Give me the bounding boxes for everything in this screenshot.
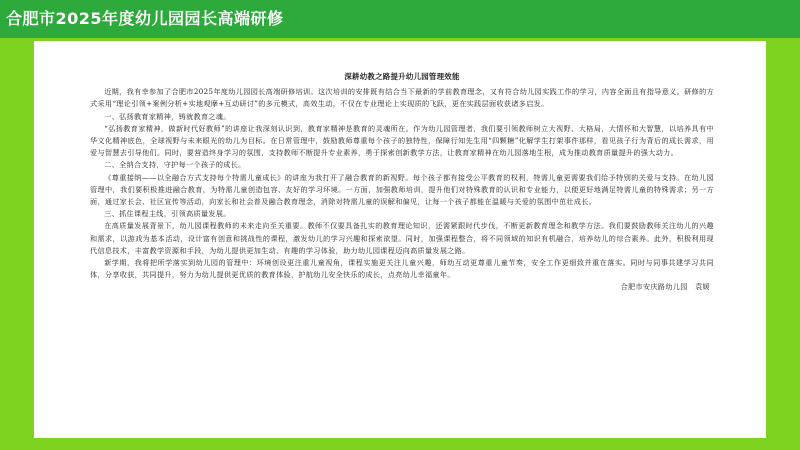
header-title: 合肥市2025年度幼儿园园长高端研修 (6, 9, 284, 28)
header-bar (0, 0, 800, 41)
section-paragraph-2: 《尊重接纳——以全融合方式支持每个特需儿童成长》的讲座为我打开了融合教育的新视野。每个孩子都有接受公平教育的权利，特需儿童更需要我们给予特别的关爱与支持。在幼儿园管理中，我们要积极推进融合教育，为特需儿童创造包容、友好的学习环境。一方面，加强教师培训，提升他们对特殊教育的认识和专业能力，以便更好地满足特需儿童的特殊需求；另一方面，通过家长会、社区宣传等活动，向家长和社会普及融合教育理念，消除对特需儿童的误解和偏见，让每一个孩子都能在温暖与关爱的氛围中茁壮成长。 (90, 172, 714, 207)
intro-paragraph: 近期，我有幸参加了合肥市2025年度幼儿园园长高端研修培训。这次培训的安排既有结合当下最新的学前教育理念，又有符合幼儿园实践工作的学习，内容全面且有指导意义。研修的方式采用“理论引领+案例分析+实地观摩+互动研讨”的多元模式，高效生动，不仅在专业理论上实现质的飞跃，更在实践层面收获诸多启发。 (90, 87, 714, 109)
signature: 合肥市安庆路幼儿园 袁媛 (620, 282, 710, 292)
section-paragraph-3: 在高质量发展背景下，幼儿园课程教师的未来走向至关重要。教师不仅要具备扎实的教育理论知识，还需紧跟时代步伐，不断更新教育理念和教学方法。我们要鼓励教师关注幼儿的兴趣和需求，以游戏为基本活动，设计富有创意和挑战性的课程，激发幼儿的学习兴趣和探索欲望。同时，加强课程整合，将不同领域的知识有机融合，培养幼儿的综合素养。此外，积极利用现代信息技术，丰富教学资源和手段，为幼儿提供更加生动、有趣的学习体验，助力幼儿园课程迈向高质量发展之路。 (90, 221, 714, 255)
section-heading-2: 二、全纳合支持，守护每一个孩子的成长。 (104, 160, 246, 170)
frame-bottom-border (0, 438, 800, 450)
frame-left-border (0, 41, 34, 441)
frame-right-border (766, 41, 800, 441)
document-body (34, 41, 766, 438)
section-heading-3: 三、抓住课程主线，引领高质量发展。 (104, 209, 231, 219)
document-title: 深耕幼教之路提升幼儿园管理效能 (344, 72, 460, 81)
section-heading-1: 一、弘扬教育家精神，铸就教育之魂。 (104, 111, 231, 121)
section-paragraph-1: “弘扬教育家精神，做新时代好教师”的讲座让我深刻认识到，教育家精神是教育的灵魂所在。作为幼儿园管理者，我们要引领教师树立大视野、大格局，大情怀和大智慧，以培养具有中华文化精神底色，全球视野与未来眼光的幼儿为目标。在日常管理中，鼓励教师尊重每个孩子的独特性，保障行知先生用“四颗糖”化解学生打架事件那样，看见孩子行为背后的成长需求，用爱与智慧去引导他们。同时，要营造终身学习的氛围，支持教师不断提升专业素养，勇于探索创新教学方法，让教育家精神在幼儿园落地生根，成为推动教育质量提升的强大动力。 (90, 123, 714, 158)
closing-paragraph: 新学期，我将把所学落实到幼儿园的管理中：环境创设更注重儿童视角，课程实施更关注儿童兴趣，师幼互动更尊重儿童节奏，安全工作更细致并重在落实。同时与同事共建学习共同体，分享收获，共同提升，努力为幼儿提供更优质的教育体验，护航幼儿安全快乐的成长，点亮幼儿幸福童年。 (90, 258, 714, 280)
